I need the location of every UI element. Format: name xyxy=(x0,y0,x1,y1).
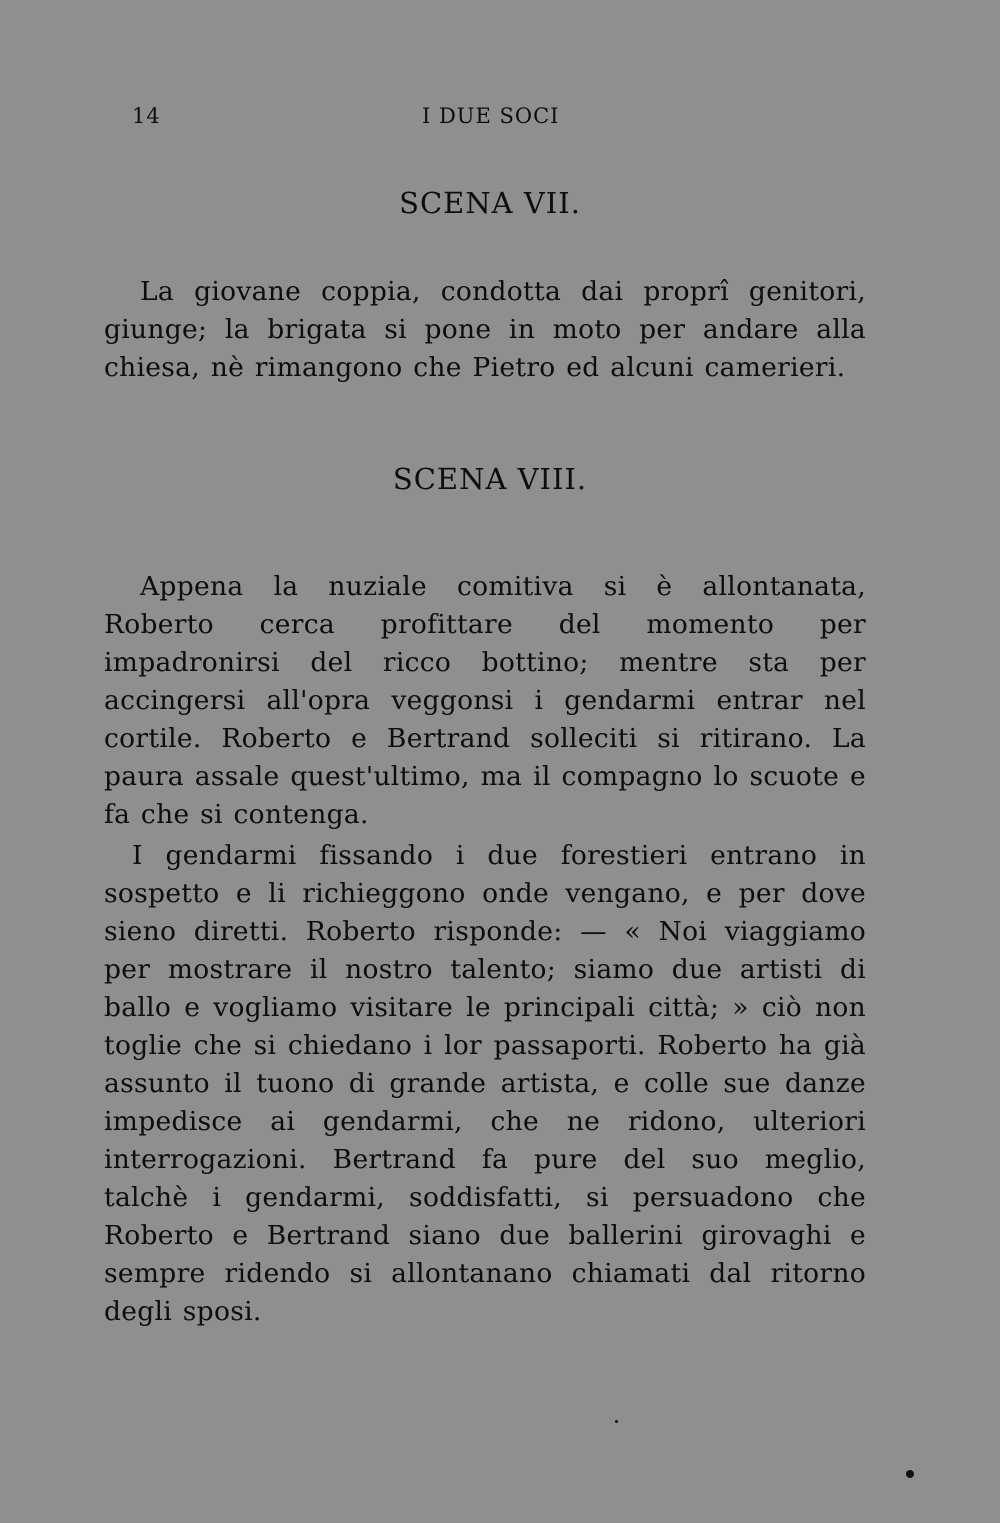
scene-heading: SCENA VIII. xyxy=(392,462,588,496)
page-header xyxy=(132,104,572,134)
scene-heading: SCENA VII. xyxy=(399,186,581,220)
ink-speck xyxy=(615,1420,618,1423)
scene-paragraph: I gendarmi fissando i due forestieri entrano in sospetto e li richieggono onde vengano, e per dove sieno diretti. Roberto risponde: — « Noi viaggiamo per mostrare il nostro talento; siamo due artisti di ballo e vogliamo visitare le principali città; » ciò non toglie che si chiedano i lor passaporti. Roberto ha già assunto il tuono di grande artista, e colle sue danze impedisce ai gendarmi, che ne ridono, ulteriori interrogazioni. Bertrand fa pure del suo meglio, talchè i gendarmi, soddisfatti, si persuadono che Roberto e Bertrand siano due ballerini girovaghi e sempre ridendo si allontanano chiamati dal ritorno degli sposi. xyxy=(104,840,866,1327)
page-number: 14 xyxy=(132,104,161,128)
scene-paragraph: La giovane coppia, condotta dai proprî genitori, giunge; la brigata si pone in moto per andare alla chiesa, nè rimangono che Pietro ed alcuni camerieri. xyxy=(104,276,866,383)
ink-speck xyxy=(906,1470,914,1478)
scene-paragraph: Appena la nuziale comitiva si è allontanata, Roberto cerca profittare del momento per impadronirsi del ricco bottino; mentre sta per accingersi all'opra veggonsi i gendarmi entrar nel cortile. Roberto e Bertrand solleciti si ritirano. La paura assale quest'ultimo, ma il compagno lo scuote e fa che si contenga. xyxy=(104,571,866,830)
running-title: I DUE SOCI xyxy=(422,104,560,128)
